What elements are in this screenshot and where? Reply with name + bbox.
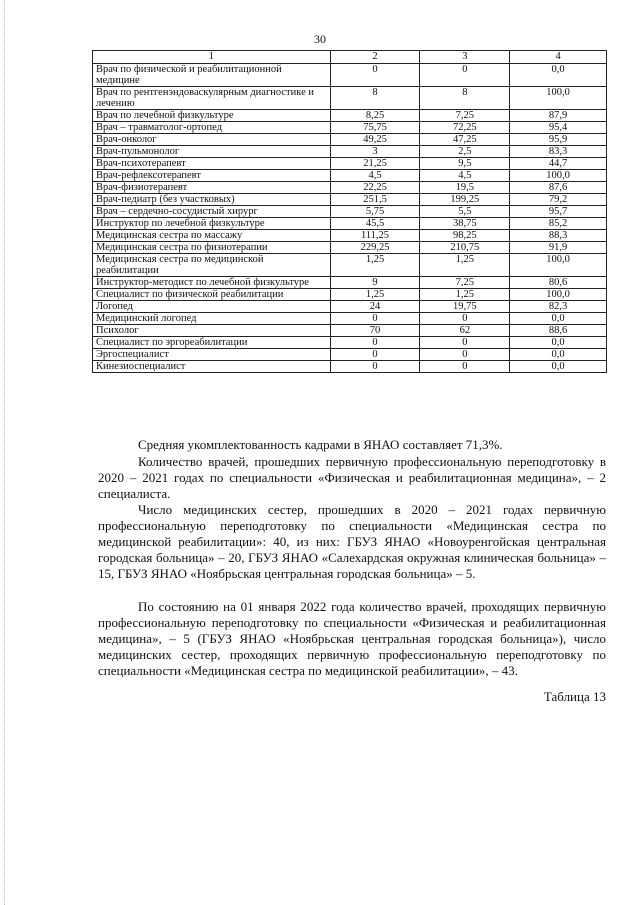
value-cell: 38,75 xyxy=(420,218,510,230)
value-cell: 229,25 xyxy=(330,242,420,254)
percent-cell: 44,7 xyxy=(510,158,607,170)
specialty-cell: Врач – травматолог-ортопед xyxy=(93,122,331,134)
value-cell: 0 xyxy=(330,361,420,373)
value-cell: 251,5 xyxy=(330,194,420,206)
table-row xyxy=(93,110,607,122)
specialty-cell: Врач-педиатр (без участковых) xyxy=(93,194,331,206)
value-cell: 0 xyxy=(420,337,510,349)
specialty-cell: Специалист по физической реабилитации xyxy=(93,289,331,301)
specialty-cell: Врач по лечебной физкультуре xyxy=(93,110,331,122)
value-cell: 4,5 xyxy=(420,170,510,182)
value-cell: 0 xyxy=(330,349,420,361)
table-row xyxy=(93,218,607,230)
specialty-cell: Врач по физической и реабилитационной медицине xyxy=(93,64,331,87)
value-cell: 0 xyxy=(420,313,510,325)
percent-cell: 87,9 xyxy=(510,110,607,122)
specialty-cell: Врач-рефлексотерапевт xyxy=(93,170,331,182)
value-cell: 2,5 xyxy=(420,146,510,158)
margin-scan-line xyxy=(4,0,7,905)
value-cell: 49,25 xyxy=(330,134,420,146)
paragraph-staffing-rate: Средняя укомплектованность кадрами в ЯНАО составляет 71,3%. xyxy=(138,437,503,452)
table-row xyxy=(93,254,607,277)
percent-cell: 85,2 xyxy=(510,218,607,230)
value-cell: 0 xyxy=(330,313,420,325)
column-header: 4 xyxy=(510,51,607,64)
specialty-cell: Медицинская сестра по медицинской реабилитации xyxy=(93,254,331,277)
value-cell: 199,25 xyxy=(420,194,510,206)
value-cell: 111,25 xyxy=(330,230,420,242)
percent-cell: 83,3 xyxy=(510,146,607,158)
specialty-cell: Эргоспециалист xyxy=(93,349,331,361)
value-cell: 8 xyxy=(420,87,510,110)
value-cell: 98,25 xyxy=(420,230,510,242)
percent-cell: 0,0 xyxy=(510,361,607,373)
specialty-cell: Психолог xyxy=(93,325,331,337)
percent-cell: 100,0 xyxy=(510,170,607,182)
specialty-cell: Специалист по эргореабилитации xyxy=(93,337,331,349)
percent-cell: 100,0 xyxy=(510,87,607,110)
specialty-cell: Медицинская сестра по массажу xyxy=(93,230,331,242)
value-cell: 62 xyxy=(420,325,510,337)
value-cell: 9,5 xyxy=(420,158,510,170)
specialty-cell: Врач-пульмонолог xyxy=(93,146,331,158)
percent-cell: 0,0 xyxy=(510,64,607,87)
specialty-cell: Логопед xyxy=(93,301,331,313)
column-header: 3 xyxy=(420,51,510,64)
column-header: 2 xyxy=(330,51,420,64)
paragraph-doctors-retraining: Количество врачей, прошедших первичную профессиональную переподготовку в 2020 – 2021 годах по специальности «Физическая и реабилитационная медицина», – 2 специалиста. xyxy=(98,454,606,501)
table-caption: Таблица 13 xyxy=(543,689,606,704)
percent-cell: 79,2 xyxy=(510,194,607,206)
value-cell: 1,25 xyxy=(420,289,510,301)
percent-cell: 82,3 xyxy=(510,301,607,313)
percent-cell: 91,9 xyxy=(510,242,607,254)
table-row xyxy=(93,230,607,242)
percent-cell: 0,0 xyxy=(510,337,607,349)
specialty-cell: Врач-онколог xyxy=(93,134,331,146)
percent-cell: 95,7 xyxy=(510,206,607,218)
value-cell: 0 xyxy=(420,361,510,373)
specialty-cell: Медицинский логопед xyxy=(93,313,331,325)
staffing-table xyxy=(92,50,607,373)
value-cell: 8,25 xyxy=(330,110,420,122)
page-number: 30 xyxy=(314,32,326,46)
paragraph-current-retraining: По состоянию на 01 января 2022 года количество врачей, проходящих первичную профессиональную переподготовку по специальности «Физическая и реабилитационная медицина», – 5 (ГБУЗ ЯНАО «Ноябрьская центральная городская больница»), число медицинских сестер, проходящих первичную профессиональную переподготовку по специальности «Медицинская сестра по медицинской реабилитации», – 43. xyxy=(98,599,606,678)
value-cell: 7,25 xyxy=(420,110,510,122)
value-cell: 45,5 xyxy=(330,218,420,230)
value-cell: 210,75 xyxy=(420,242,510,254)
table-row xyxy=(93,361,607,373)
table-row xyxy=(93,158,607,170)
table-row xyxy=(93,134,607,146)
table-row xyxy=(93,182,607,194)
specialty-cell: Медицинская сестра по физиотерапии xyxy=(93,242,331,254)
value-cell: 0 xyxy=(420,349,510,361)
value-cell: 1,25 xyxy=(330,289,420,301)
column-header: 1 xyxy=(93,51,331,64)
table-body xyxy=(93,64,607,373)
table-row xyxy=(93,206,607,218)
value-cell: 8 xyxy=(330,87,420,110)
value-cell: 22,25 xyxy=(330,182,420,194)
table-row xyxy=(93,122,607,134)
table-row xyxy=(93,87,607,110)
value-cell: 0 xyxy=(330,64,420,87)
value-cell: 5,5 xyxy=(420,206,510,218)
percent-cell: 95,9 xyxy=(510,134,607,146)
percent-cell: 0,0 xyxy=(510,349,607,361)
table-row xyxy=(93,349,607,361)
value-cell: 7,25 xyxy=(420,277,510,289)
table-row xyxy=(93,194,607,206)
table-row xyxy=(93,325,607,337)
value-cell: 70 xyxy=(330,325,420,337)
value-cell: 21,25 xyxy=(330,158,420,170)
specialty-cell: Инструктор-методист по лечебной физкультуре xyxy=(93,277,331,289)
table-row xyxy=(93,337,607,349)
table-row xyxy=(93,242,607,254)
value-cell: 0 xyxy=(420,64,510,87)
percent-cell: 0,0 xyxy=(510,313,607,325)
value-cell: 72,25 xyxy=(420,122,510,134)
value-cell: 1,25 xyxy=(330,254,420,277)
table-row xyxy=(93,301,607,313)
percent-cell: 100,0 xyxy=(510,289,607,301)
percent-cell: 95,4 xyxy=(510,122,607,134)
percent-cell: 100,0 xyxy=(510,254,607,277)
percent-cell: 87,6 xyxy=(510,182,607,194)
percent-cell: 88,6 xyxy=(510,325,607,337)
value-cell: 19,75 xyxy=(420,301,510,313)
percent-cell: 80,6 xyxy=(510,277,607,289)
table-row xyxy=(93,146,607,158)
value-cell: 24 xyxy=(330,301,420,313)
specialty-cell: Врач по рентгенэндоваскулярным диагностике и лечению xyxy=(93,87,331,110)
percent-cell: 88,3 xyxy=(510,230,607,242)
table-row xyxy=(93,64,607,87)
specialty-cell: Врач-физиотерапевт xyxy=(93,182,331,194)
value-cell: 75,75 xyxy=(330,122,420,134)
value-cell: 47,25 xyxy=(420,134,510,146)
value-cell: 19,5 xyxy=(420,182,510,194)
value-cell: 3 xyxy=(330,146,420,158)
specialty-cell: Инструктор по лечебной физкультуре xyxy=(93,218,331,230)
paragraph-nurses-retraining: Число медицинских сестер, прошедших в 2020 – 2021 годах первичную профессиональную переподготовку по специальности «Медицинская сестра по медицинской реабилитации»: 40, из них: ГБУЗ ЯНАО «Новоуренгойская центральная городская больница» – 20, ГБУЗ ЯНАО «Салехардская окружная клиническая больница» – 15, ГБУЗ ЯНАО «Ноябрьская центральная городская больница» – 5. xyxy=(98,502,606,581)
table-row xyxy=(93,313,607,325)
specialty-cell: Врач-психотерапевт xyxy=(93,158,331,170)
value-cell: 4,5 xyxy=(330,170,420,182)
value-cell: 9 xyxy=(330,277,420,289)
value-cell: 5,75 xyxy=(330,206,420,218)
specialty-cell: Врач – сердечно-сосудистый хирург xyxy=(93,206,331,218)
table-row xyxy=(93,289,607,301)
table-row xyxy=(93,170,607,182)
table-row xyxy=(93,277,607,289)
specialty-cell: Кинезиоспециалист xyxy=(93,361,331,373)
table-header-row xyxy=(93,51,607,64)
value-cell: 0 xyxy=(330,337,420,349)
value-cell: 1,25 xyxy=(420,254,510,277)
